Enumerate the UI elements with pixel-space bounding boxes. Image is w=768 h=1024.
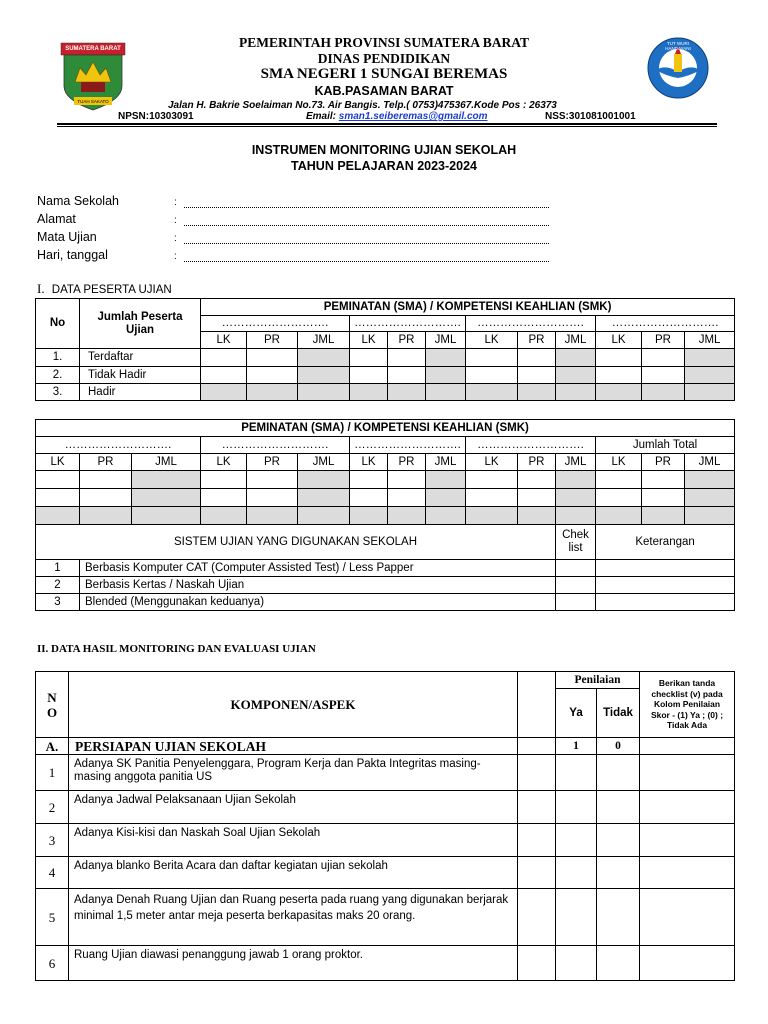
item-text: Adanya Jadwal Pelaksanaan Ujian Sekolah bbox=[69, 791, 518, 824]
cell[interactable] bbox=[596, 471, 642, 489]
cell-jml[interactable] bbox=[556, 384, 596, 401]
item-no: 2 bbox=[36, 791, 69, 824]
cell-tidak[interactable] bbox=[597, 755, 640, 791]
col-lk: LK bbox=[350, 332, 388, 349]
group-a-no: A. bbox=[36, 738, 69, 755]
col-no: N O bbox=[36, 672, 69, 738]
item-no: 5 bbox=[36, 889, 69, 946]
item-no: 1 bbox=[36, 755, 69, 791]
item-no: 6 bbox=[36, 946, 69, 981]
cell[interactable] bbox=[596, 349, 642, 367]
sistem-label: Berbasis Kertas / Naskah Ujian bbox=[80, 577, 556, 594]
cell[interactable] bbox=[247, 367, 298, 384]
keterangan-cell[interactable] bbox=[596, 594, 735, 611]
cell[interactable] bbox=[388, 367, 426, 384]
field-label: Alamat bbox=[37, 212, 76, 226]
row-label: Hadir bbox=[80, 384, 201, 401]
cell[interactable] bbox=[642, 489, 685, 507]
keterangan-cell[interactable] bbox=[596, 560, 735, 577]
table-row bbox=[36, 489, 735, 507]
peminatan-blank-3[interactable]: ………………………. bbox=[466, 316, 596, 332]
cell[interactable] bbox=[518, 349, 556, 367]
ceklist-header: Chek list bbox=[556, 525, 596, 560]
col-pr: PR bbox=[518, 332, 556, 349]
col-pr: PR bbox=[80, 454, 132, 471]
col-tidak: Tidak bbox=[597, 689, 640, 738]
cell[interactable] bbox=[36, 471, 80, 489]
cell[interactable] bbox=[518, 384, 556, 401]
table-peminatan-lanjutan bbox=[35, 419, 735, 611]
field-dotted-line[interactable] bbox=[184, 233, 549, 244]
cell-jml[interactable] bbox=[298, 367, 350, 384]
col-no: No bbox=[36, 299, 80, 349]
cell-jml[interactable] bbox=[426, 471, 466, 489]
col-peminatan: PEMINATAN (SMA) / KOMPETENSI KEAHLIAN (SMK) bbox=[201, 299, 735, 316]
table-row bbox=[36, 594, 735, 611]
cell[interactable] bbox=[466, 471, 518, 489]
email-label: Email: bbox=[306, 111, 337, 122]
cell-ya[interactable] bbox=[556, 791, 597, 824]
field-dotted-line[interactable] bbox=[184, 251, 549, 262]
col-lk: LK bbox=[350, 454, 388, 471]
score-tidak: 0 bbox=[597, 738, 640, 755]
cell[interactable] bbox=[247, 349, 298, 367]
table-row bbox=[36, 349, 735, 367]
logo-right-text: TUT WURI HANDAYANI bbox=[665, 41, 691, 51]
cell-jml[interactable] bbox=[132, 471, 201, 489]
cell-tidak[interactable] bbox=[597, 857, 640, 889]
cell-jml[interactable] bbox=[426, 367, 466, 384]
col-lk: LK bbox=[36, 454, 80, 471]
item-text: Adanya Kisi-kisi dan Naskah Soal Ujian Sekolah bbox=[69, 824, 518, 857]
col-pr: PR bbox=[247, 332, 298, 349]
cell[interactable] bbox=[247, 471, 298, 489]
cell-jml[interactable] bbox=[556, 471, 596, 489]
cell-jml[interactable] bbox=[685, 507, 735, 525]
cell[interactable] bbox=[518, 889, 556, 946]
sistem-ujian-header: SISTEM UJIAN YANG DIGUNAKAN SEKOLAH bbox=[36, 525, 556, 560]
sistem-no: 2 bbox=[36, 577, 80, 594]
table-row bbox=[36, 824, 735, 857]
field-label: Hari, tanggal bbox=[37, 248, 108, 262]
col-pr: PR bbox=[247, 454, 298, 471]
cell[interactable] bbox=[201, 489, 247, 507]
cell-jml[interactable] bbox=[685, 349, 735, 367]
cell-tidak[interactable] bbox=[597, 791, 640, 824]
col-penilaian: Penilaian bbox=[556, 672, 640, 689]
table-row bbox=[36, 857, 735, 889]
field-label: Mata Ujian bbox=[37, 230, 97, 244]
cell[interactable] bbox=[596, 384, 642, 401]
col-jml: JML bbox=[298, 454, 350, 471]
cell[interactable] bbox=[80, 507, 132, 525]
cell[interactable] bbox=[388, 349, 426, 367]
cell[interactable] bbox=[201, 384, 247, 401]
section1-number: I. bbox=[37, 281, 45, 296]
cell-ya[interactable] bbox=[556, 755, 597, 791]
cell[interactable] bbox=[518, 471, 556, 489]
logo-left-text: SUMATERA BARAT bbox=[65, 46, 121, 52]
cell-note[interactable] bbox=[640, 755, 735, 791]
table-row bbox=[36, 755, 735, 791]
peminatan-blank-1[interactable]: ………………………. bbox=[201, 316, 350, 332]
col-lk: LK bbox=[466, 332, 518, 349]
col-komponen: KOMPONEN/ASPEK bbox=[69, 672, 518, 738]
header-npsn: NPSN:10303091 bbox=[118, 111, 194, 122]
cell-tidak[interactable] bbox=[597, 889, 640, 946]
cell-jml[interactable] bbox=[426, 489, 466, 507]
email-link[interactable]: sman1.seiberemas@gmail.com bbox=[338, 111, 488, 122]
cell[interactable] bbox=[388, 471, 426, 489]
cell-jml[interactable] bbox=[298, 489, 350, 507]
keterangan-header: Keterangan bbox=[596, 525, 735, 560]
item-no: 4 bbox=[36, 857, 69, 889]
cell-jml[interactable] bbox=[685, 489, 735, 507]
cell[interactable] bbox=[518, 946, 556, 981]
col-pr: PR bbox=[518, 454, 556, 471]
form-field-nama-sekolah[interactable] bbox=[37, 194, 549, 208]
field-label: Nama Sekolah bbox=[37, 194, 119, 208]
col-pr: PR bbox=[642, 454, 685, 471]
cell[interactable] bbox=[201, 367, 247, 384]
table-peserta-ujian bbox=[35, 298, 735, 401]
cell-ya[interactable] bbox=[556, 824, 597, 857]
header-address: Jalan H. Bakrie Soelaiman No.73. Air Bangis. Telp.( 0753)475367.Kode Pos : 26373 bbox=[168, 100, 557, 111]
table-row bbox=[36, 946, 735, 981]
item-no: 3 bbox=[36, 824, 69, 857]
field-colon: : bbox=[174, 215, 177, 226]
item-text: Adanya Denah Ruang Ujian dan Ruang peserta pada ruang yang digunakan berjarak minimal 1,5 meter antar meja peserta berkapasitas maks 20 orang. bbox=[69, 889, 518, 946]
cell-jml[interactable] bbox=[685, 384, 735, 401]
field-colon: : bbox=[174, 197, 177, 208]
header-line2: DINAS PENDIDIKAN bbox=[317, 51, 451, 66]
header-nss: NSS:301081001001 bbox=[545, 111, 636, 122]
col-jml: JML bbox=[685, 454, 735, 471]
cell[interactable] bbox=[518, 791, 556, 824]
sistem-no: 1 bbox=[36, 560, 80, 577]
field-dotted-line[interactable] bbox=[184, 215, 549, 226]
cell-jml[interactable] bbox=[556, 489, 596, 507]
table-row bbox=[36, 577, 735, 594]
table-row bbox=[36, 791, 735, 824]
col-jml: JML bbox=[426, 454, 466, 471]
section2-title: II. DATA HASIL MONITORING DAN EVALUASI UJIAN bbox=[37, 643, 316, 655]
cell[interactable] bbox=[518, 824, 556, 857]
col-ya: Ya bbox=[556, 689, 597, 738]
row-label: Tidak Hadir bbox=[80, 367, 201, 384]
cell[interactable] bbox=[350, 489, 388, 507]
cell-note[interactable] bbox=[640, 824, 735, 857]
item-text: Adanya SK Panitia Penyelenggara, Program Kerja dan Pakta Integritas masing-masing anggota panitia US bbox=[69, 755, 518, 791]
cell[interactable] bbox=[642, 349, 685, 367]
doc-title-line1: INSTRUMEN MONITORING UJIAN SEKOLAH bbox=[251, 143, 517, 157]
ceklist-cell[interactable] bbox=[556, 560, 596, 577]
cell[interactable] bbox=[247, 384, 298, 401]
cell-jml[interactable] bbox=[298, 384, 350, 401]
table-row bbox=[36, 560, 735, 577]
cell-ya[interactable] bbox=[556, 946, 597, 981]
header-line4: KAB.PASAMAN BARAT bbox=[314, 84, 454, 98]
cell-tidak[interactable] bbox=[597, 946, 640, 981]
cell-jml[interactable] bbox=[298, 471, 350, 489]
table-row bbox=[36, 367, 735, 384]
cell-ya[interactable] bbox=[556, 889, 597, 946]
cell[interactable] bbox=[466, 507, 518, 525]
col-lk: LK bbox=[466, 454, 518, 471]
cell-jml[interactable] bbox=[298, 349, 350, 367]
cell[interactable] bbox=[350, 367, 388, 384]
col-jml: JML bbox=[298, 332, 350, 349]
row-no: 1. bbox=[36, 349, 80, 367]
cell-jml[interactable] bbox=[556, 507, 596, 525]
cell-note[interactable] bbox=[640, 889, 735, 946]
header-divider bbox=[57, 123, 717, 127]
peminatan-blank-4[interactable]: ………………………. bbox=[596, 316, 735, 332]
col-lk: LK bbox=[201, 454, 247, 471]
cell[interactable] bbox=[201, 349, 247, 367]
cell-jml[interactable] bbox=[556, 367, 596, 384]
item-text: Adanya blanko Berita Acara dan daftar kegiatan ujian sekolah bbox=[69, 857, 518, 889]
ceklist-cell[interactable] bbox=[556, 594, 596, 611]
cell[interactable] bbox=[518, 755, 556, 791]
cell[interactable] bbox=[596, 507, 642, 525]
cell[interactable] bbox=[247, 507, 298, 525]
field-dotted-line[interactable] bbox=[184, 197, 549, 208]
cell-ya[interactable] bbox=[556, 857, 597, 889]
form-field-hari-tanggal[interactable] bbox=[37, 248, 549, 262]
cell[interactable] bbox=[518, 489, 556, 507]
cell[interactable] bbox=[350, 471, 388, 489]
col-jml: JML bbox=[132, 454, 201, 471]
peminatan-blank-6[interactable]: ………………………. bbox=[201, 437, 350, 454]
row-no: 2. bbox=[36, 367, 80, 384]
table-monitoring bbox=[35, 671, 735, 981]
peminatan-blank-7[interactable]: ………………………. bbox=[350, 437, 466, 454]
cell-jml[interactable] bbox=[298, 507, 350, 525]
cell bbox=[518, 738, 556, 755]
table-row bbox=[36, 889, 735, 946]
cell[interactable] bbox=[466, 384, 518, 401]
col-pr: PR bbox=[388, 454, 426, 471]
header-line3: SMA NEGERI 1 SUNGAI BEREMAS bbox=[260, 66, 508, 82]
cell[interactable] bbox=[201, 507, 247, 525]
form-field-mata-ujian[interactable] bbox=[37, 230, 549, 244]
header-line1: PEMERINTAH PROVINSI SUMATERA BARAT bbox=[239, 35, 529, 50]
cell-note[interactable] bbox=[640, 857, 735, 889]
cell[interactable] bbox=[350, 384, 388, 401]
col-note: Berikan tanda checklist (v) pada Kolom Penilaian Skor - (1) Ya ; (0) ; Tidak Ada bbox=[640, 672, 735, 738]
cell-jml[interactable] bbox=[132, 507, 201, 525]
col-pr: PR bbox=[388, 332, 426, 349]
cell[interactable] bbox=[466, 349, 518, 367]
item-text: Ruang Ujian diawasi penanggung jawab 1 orang proktor. bbox=[69, 946, 518, 981]
table-row bbox=[36, 471, 735, 489]
group-a-title: PERSIAPAN UJIAN SEKOLAH bbox=[69, 738, 518, 755]
cell[interactable] bbox=[596, 489, 642, 507]
col-lk: LK bbox=[596, 454, 642, 471]
col-jml: JML bbox=[685, 332, 735, 349]
cell-jml[interactable] bbox=[685, 471, 735, 489]
keterangan-cell[interactable] bbox=[596, 577, 735, 594]
cell[interactable] bbox=[642, 384, 685, 401]
cell[interactable] bbox=[36, 489, 80, 507]
field-colon: : bbox=[174, 233, 177, 244]
sistem-no: 3 bbox=[36, 594, 80, 611]
cell-note[interactable] bbox=[640, 946, 735, 981]
cell[interactable] bbox=[642, 471, 685, 489]
cell[interactable] bbox=[350, 349, 388, 367]
cell[interactable] bbox=[642, 507, 685, 525]
cell[interactable] bbox=[388, 507, 426, 525]
form-field-alamat[interactable] bbox=[37, 212, 549, 226]
section1-label: DATA PESERTA UJIAN bbox=[51, 284, 172, 296]
col-jml: JML bbox=[556, 454, 596, 471]
cell[interactable] bbox=[247, 489, 298, 507]
cell[interactable] bbox=[36, 507, 80, 525]
cell[interactable] bbox=[80, 471, 132, 489]
cell-jml[interactable] bbox=[426, 384, 466, 401]
peminatan-header: PEMINATAN (SMA) / KOMPETENSI KEAHLIAN (SMK) bbox=[36, 420, 735, 437]
row-label: Terdaftar bbox=[80, 349, 201, 367]
cell[interactable] bbox=[518, 367, 556, 384]
peminatan-blank-2[interactable]: ………………………. bbox=[350, 316, 466, 332]
cell[interactable] bbox=[518, 507, 556, 525]
table-row bbox=[36, 507, 735, 525]
col-jml: JML bbox=[426, 332, 466, 349]
score-ya: 1 bbox=[556, 738, 597, 755]
cell-note[interactable] bbox=[640, 791, 735, 824]
peminatan-blank-8[interactable]: ………………………. bbox=[466, 437, 596, 454]
cell[interactable] bbox=[642, 367, 685, 384]
col-lk: LK bbox=[596, 332, 642, 349]
col-blank bbox=[518, 672, 556, 738]
table-row bbox=[36, 384, 735, 401]
cell-jml[interactable] bbox=[685, 367, 735, 384]
cell bbox=[640, 738, 735, 755]
cell[interactable] bbox=[201, 471, 247, 489]
cell-jml[interactable] bbox=[556, 349, 596, 367]
doc-title-line2: TAHUN PELAJARAN 2023-2024 bbox=[291, 159, 477, 173]
section1-title bbox=[37, 281, 172, 297]
sistem-label: Berbasis Komputer CAT (Computer Assisted Test) / Less Papper bbox=[80, 560, 556, 577]
cell[interactable] bbox=[350, 507, 388, 525]
cell[interactable] bbox=[466, 489, 518, 507]
cell[interactable] bbox=[596, 367, 642, 384]
cell[interactable] bbox=[518, 857, 556, 889]
cell[interactable] bbox=[466, 367, 518, 384]
sistem-label: Blended (Menggunakan keduanya) bbox=[80, 594, 556, 611]
col-jml: JML bbox=[556, 332, 596, 349]
ceklist-cell[interactable] bbox=[556, 577, 596, 594]
cell-tidak[interactable] bbox=[597, 824, 640, 857]
cell[interactable] bbox=[388, 489, 426, 507]
cell-jml[interactable] bbox=[426, 507, 466, 525]
logo-left-motto: TUAH SAKATO bbox=[77, 99, 109, 104]
cell[interactable] bbox=[80, 489, 132, 507]
col-jumlah-peserta: Jumlah Peserta Ujian bbox=[80, 299, 201, 349]
row-no: 3. bbox=[36, 384, 80, 401]
group-row bbox=[36, 738, 735, 755]
cell-jml[interactable] bbox=[426, 349, 466, 367]
cell-jml[interactable] bbox=[132, 489, 201, 507]
col-pr: PR bbox=[642, 332, 685, 349]
peminatan-blank-5[interactable]: ………………………. bbox=[36, 437, 201, 454]
col-lk: LK bbox=[201, 332, 247, 349]
jumlah-total-header: Jumlah Total bbox=[596, 437, 735, 454]
cell[interactable] bbox=[388, 384, 426, 401]
field-colon: : bbox=[174, 251, 177, 262]
header-email bbox=[306, 111, 488, 122]
